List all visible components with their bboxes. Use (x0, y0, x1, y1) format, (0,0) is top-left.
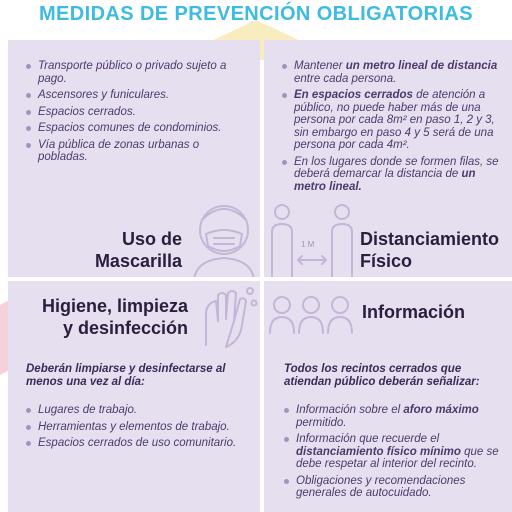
heading-line: y desinfección (62, 318, 188, 338)
list-item: Espacios comunes de condominios. (24, 122, 244, 135)
list-item: Transporte público o privado sujeto a pago. (24, 60, 244, 85)
distanciamiento-heading (360, 228, 499, 272)
list-item: Mantener un metro lineal de distancia entre cada persona. (280, 60, 504, 85)
list-item: Información que recuerde el distanciamiento físico mínimo que se debe respetar al interior del recinto. (282, 433, 500, 471)
heading-line: Distanciamiento (360, 229, 500, 249)
list-item: Espacios cerrados. (24, 106, 244, 119)
list-item: Información sobre el aforo máximo permitido. (282, 404, 500, 429)
list-item: En los lugares donde se formen filas, se deberá demarcar la distancia de un metro lineal. (280, 156, 504, 194)
washing-hands-icon (196, 285, 260, 355)
higiene-intro: Deberán limpiarse y desinfectarse al menos una vez al día: (26, 363, 226, 388)
heading-line: Físico (360, 251, 413, 271)
page-title: MEDIDAS DE PREVENCIÓN OBLIGATORIAS (38, 3, 473, 25)
list-item: Espacios cerrados de uso comunitario. (24, 437, 250, 450)
panel-mascarilla (8, 40, 260, 277)
list-item: En espacios cerrados de atención a público, no puede haber más de una persona por cada 8m² en paso 1, 2 y 3, sin embargo en paso 4 y 5 será de una persona por cada 4m². (280, 89, 504, 152)
heading-line: Uso de (121, 229, 182, 249)
heading-line: Higiene, limpieza (41, 296, 188, 316)
list-item: Vía pública de zonas urbanas o pobladas. (24, 139, 244, 164)
panel-higiene (8, 281, 260, 512)
list-item: Lugares de trabajo. (24, 404, 250, 417)
higiene-heading (28, 295, 188, 339)
informacion-heading: Información (362, 302, 466, 322)
heading-line: Mascarilla (94, 251, 182, 271)
mascarilla-heading (94, 228, 182, 272)
panel-informacion (264, 281, 512, 512)
panel-distanciamiento (264, 40, 512, 277)
higiene-list (24, 404, 250, 454)
masked-face-icon (184, 190, 260, 277)
group-people-icon (268, 293, 354, 335)
distanciamiento-list (280, 60, 504, 197)
list-item: Obligaciones y recomendaciones generales de autocuidado. (282, 475, 500, 500)
informacion-intro: Todos los recintos cerrados que atiendan público deberán señalizar: (284, 363, 480, 388)
mascarilla-list (24, 60, 244, 168)
list-item: Ascensores y funiculares. (24, 89, 244, 102)
informacion-list (282, 404, 500, 504)
list-item: Herramientas y elementos de trabajo. (24, 421, 250, 434)
distance-label: 1 M (301, 240, 315, 249)
